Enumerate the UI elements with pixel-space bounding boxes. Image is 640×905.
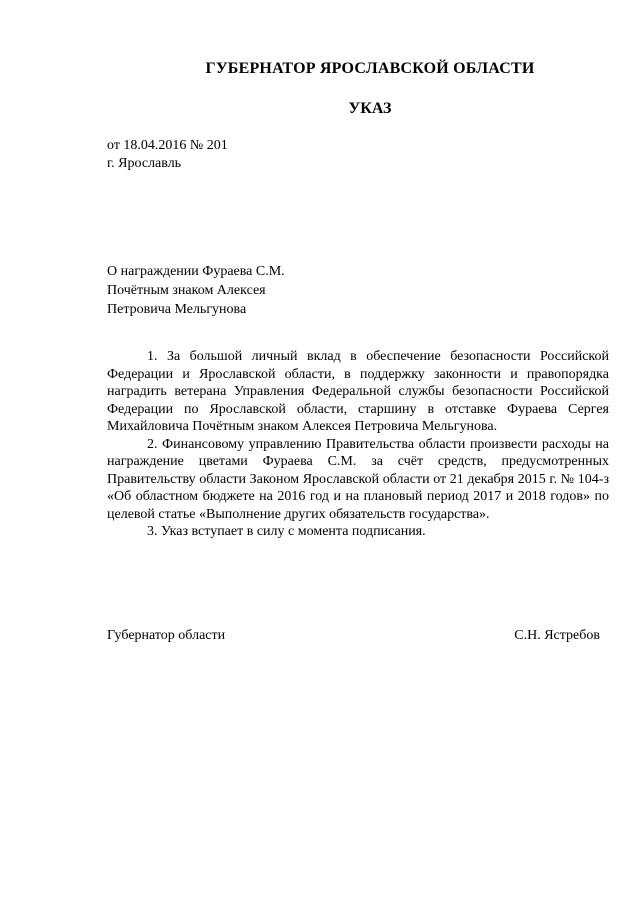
subject-line: Петровича Мельгунова [107,302,247,317]
subject-line: Почётным знаком Алексея [107,283,266,298]
document-city: г. Ярославль [107,156,182,171]
signature-position: Губернатор области [107,628,226,643]
document-subject [107,262,285,319]
document-date-number: от 18.04.2016 № 201 [107,138,228,153]
document-body [107,348,609,541]
paragraph: 2. Финансовому управлению Правительства области произвести расходы на награждение цветами Фураева С.М. за счёт средств, предусмотренных Правительству области Законом Ярославской области от 21 декабря 2015 г. № 104-з «Об областном бюджете на 2016 год и на плановый период 2017 и 2018 годов» по целевой статье «Выполнение других обязательств государства». [107,436,609,522]
document-type: УКАЗ [348,100,392,117]
paragraph: 1. За большой личный вклад в обеспечение безопасности Российской Федерации и Ярославской области, в поддержку законности и правопорядка наградить ветерана Управления Федеральной службы безопасности Российской Федерации по Ярославской области, старшину в отставке Фураева Сергея Михайловича Почётным знаком Алексея Петровича Мельгунова. [107,349,609,434]
subject-line: О награждении Фураева С.М. [107,264,285,279]
paragraph: 3. Указ вступает в силу с момента подписания. [147,524,426,539]
signature-name: С.Н. Ястребов [514,628,600,643]
document-header-title: ГУБЕРНАТОР ЯРОСЛАВСКОЙ ОБЛАСТИ [205,60,535,77]
